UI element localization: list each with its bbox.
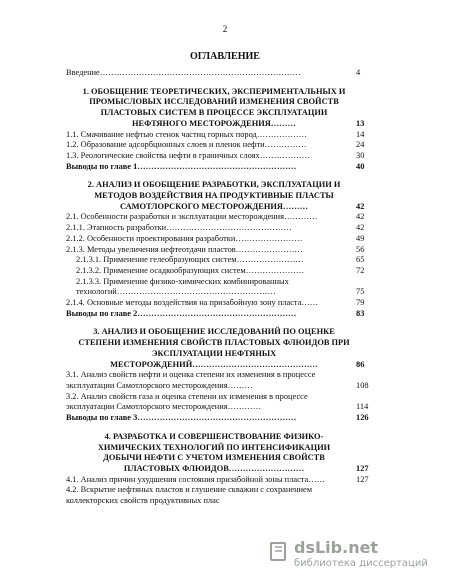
toc-entry-page: 114 [356,402,369,412]
toc-entry-text: 4.2. Вскрытие нефтяных пластов и глушение скважин с сохранением коллекторских свойств продуктивных плас [66,485,313,506]
toc-entry-text: Выводы по главе 1………………………………………………… [66,161,297,171]
toc-entry-page: 14 [356,129,365,139]
toc-entry-text: 1. ОБОБЩЕНИЕ ТЕОРЕТИЧЕСКИХ, ЭКСПЕРИМЕНТАЛЬНЫХ И ПРОМЫСЛОВЫХ ИССЛЕДОВАНИЙ ИЗМЕНЕНИЯ СВОЙСТВ ПЛАСТОВЫХ СИСТЕМ В ПРОЦЕССЕ ЭКСПЛУАТАЦИИ НЕФТЯНОГО МЕСТОРОЖДЕНИЯ……… [82,86,346,128]
toc-row[interactable] [66,298,388,309]
toc-entry-page: 126 [356,413,369,423]
toc-entry-text: 3.2. Анализ свойств газа и оценка степени их изменения в процессе эксплуатации Самотлорского месторождения………… [66,391,308,412]
toc-entry-text: 3. АНАЛИЗ И ОБОБЩЕНИЕ ИССЛЕДОВАНИЙ ПО ОЦЕНКЕ СТЕПЕНИ ИЗМЕНЕНИЯ СВОЙСТВ ПЛАСТОВЫХ ФЛЮИДОВ ПРИ ЭКСПЛУАТАЦИИ НЕФТЯНЫХ МЕСТОРОЖДЕНИЙ……………………………………… [78,327,350,369]
toc-row[interactable] [66,162,388,173]
toc-row[interactable] [66,180,388,212]
toc-entry-page: 40 [356,161,365,171]
table-of-contents [66,68,388,507]
toc-entry-page: 127 [356,463,369,473]
toc-entry-page: 24 [356,140,365,150]
toc-row[interactable] [66,140,388,151]
toc-row[interactable] [66,245,388,256]
toc-entry-text: 2. АНАЛИЗ И ОБОБЩЕНИЕ РАЗРАБОТКИ, ЭКСПЛУАТАЦИИ И МЕТОДОВ ВОЗДЕЙСТВИЯ НА ПРОДУКТИВНЫЕ ПЛАСТЫ САМОТЛОРСКОГО МЕСТОРОЖДЕНИЯ……… [87,180,341,211]
toc-entry-page: 30 [356,150,365,160]
toc-row[interactable] [66,223,388,234]
toc-entry-text: Выводы по главе 2………………………………………………… [66,308,297,318]
toc-entry-text: 2.1.3.3. Применение физико-химических комбинированных технологий………………………………………………… [76,276,289,297]
toc-row[interactable] [66,485,388,506]
toc-entry-page: 56 [356,244,365,254]
toc-entry-text: 2.1. Особенности разработки и эксплуатации месторождения………… [66,212,318,222]
toc-entry-page: 4 [356,68,361,77]
toc-entry-page: 42 [356,201,365,211]
toc-entry-text: 1.2. Образование адсорбционных слоев и пленок нефти…………… [66,140,307,150]
toc-entry-page: 49 [356,233,365,243]
toc-entry-text: 3.1. Анализ свойств нефти и оценка степени их изменения в процессе эксплуатации Самотлорского месторождения……… [66,370,316,390]
toc-entry-text: Введение……………………………………………………………… [66,68,301,77]
toc-row[interactable] [66,87,388,130]
watermark[interactable] [268,538,448,578]
toc-entry-page: 42 [356,223,365,233]
toc-entry-text: 2.1.3. Методы увеличения нефтеотдачи пластов…………………… [66,244,303,254]
toc-entry-page: 127 [356,474,369,484]
toc-entry-text: 4.1. Анализ причин ухудшения состояния призабойной зоны пласта…… [66,474,326,484]
toc-entry-page: 86 [356,359,365,369]
toc-entry-page: 108 [356,380,369,390]
watermark-brand: dsLib.net [294,538,379,557]
toc-entry-text: 4. РАЗРАБОТКА И СОВЕРШЕНСТВОВАНИЕ ФИЗИКО-ХИМИЧЕСКИХ ТЕХНОЛОГИЙ ПО ИНТЕНСИФИКАЦИИ ДОБЫЧИ НЕФТИ С УЧЕТОМ ИЗМЕНЕНИЯ СВОЙСТВ ПЛАСТОВЫХ ФЛЮИДОВ……………………… [97,431,331,473]
toc-entry-page: 72 [356,265,365,275]
toc-row[interactable] [66,413,388,424]
toc-row[interactable] [66,309,388,320]
toc-entry-text: 1.3. Реологические свойства нефти в граничных слоях……………… [66,150,310,160]
toc-entry-page: 13 [356,118,365,128]
toc-entry-page: 42 [356,212,365,222]
toc-row[interactable] [66,234,388,245]
toc-entry-text: 2.1.3.2. Применение осадкообразующих систем………………… [76,265,305,275]
toc-title: ОГЛАВЛЕНИЕ [190,51,260,62]
toc-row[interactable] [66,475,388,486]
watermark-subtitle: библиотека диссертаций [294,558,428,569]
toc-entry-page: 65 [356,255,365,265]
toc-row[interactable] [66,151,388,162]
toc-entry-page: 75 [356,287,365,297]
toc-row[interactable] [66,277,388,298]
book-logo-icon [268,540,290,562]
toc-row[interactable] [66,370,388,391]
toc-row[interactable] [66,432,388,475]
toc-row[interactable] [66,327,388,370]
toc-row[interactable] [66,68,388,79]
toc-row[interactable] [66,212,388,223]
toc-entry-text: 2.1.4. Основные методы воздействия на призабойную зону пласта…… [66,298,319,308]
toc-row[interactable] [66,130,388,141]
toc-entry-text: 2.1.3.1. Применение гелеобразующих систем…………………… [76,255,304,265]
toc-entry-page: 79 [356,298,365,308]
toc-entry-text: 2.1.1. Этапность разработки……………………………………… [66,223,292,233]
toc-row[interactable] [66,255,388,266]
toc-row[interactable] [66,392,388,413]
toc-entry-text: 1.1. Смачивание нефтью стенок частиц горных пород……………… [66,129,308,139]
toc-entry-text: Выводы по главе 3………………………………………………… [66,413,297,423]
toc-row[interactable] [66,266,388,277]
toc-entry-page: 83 [356,308,365,318]
toc-entry-text: 2.1.2. Особенности проектирования разработки…………………… [66,233,303,243]
page-number: 2 [222,24,228,34]
